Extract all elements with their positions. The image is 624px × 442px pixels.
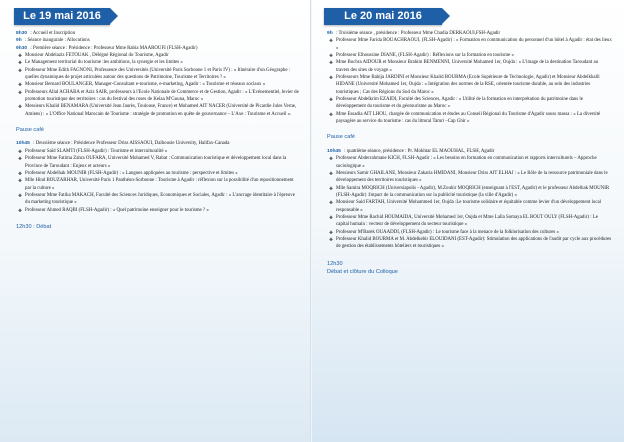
schedule-line [16,45,299,52]
talk-text: Mlle Samira MOQRICH (Universiapolis - Agadir), M.Zouhir MOQRICH (enseignant à l'EST, Agadir) et le professeur Abdelhak MOUNIR (FLSH-Agadir) :Impact de la communication sur la publicité touristique (la ville d'Agadir) » [336,185,610,198]
schedule-line [327,148,612,155]
page-day-2 [312,0,624,442]
talk-text: Mme Essadia AIT LHOU, chargée de communication et études au Conseil Régional du Tourisme d'Agadir souss massa : « La diversité paysagère au service du tourisme : cas du littoral Tamri –Cap Ghir » [336,111,601,125]
closing-text: Débat et clôture du Colloque [327,268,398,275]
diamond-bullet-icon: ❖ [329,53,334,59]
diamond-bullet-icon: ❖ [329,38,334,44]
talk-text: Professeur Saïd SLAMTI (FLSH-Agadir) : Tourisme et interculturalité » [25,148,168,154]
date-banner-day-1: Le 19 mai 2016 [14,8,110,25]
talk-item [16,155,299,170]
diamond-bullet-icon: ❖ [18,178,23,184]
talk-text: Professeur Abderrahmane KICH, FLSH-Agadir : « Les besoins en formation en communication et rapports interculturels – Approche sociologique » [336,156,597,169]
schedule-text: : Séance inaugurale : Allocutions [24,38,90,44]
talk-item [327,236,612,251]
talk-text: Messieurs Khalid BENAMARA (Université Jean Jaurès, Toulouse, France) et Mohamed AIT NACER (Université de Picardie Jules Verne, Amiens) : « L'Office National Marocain de Tourisme : stratégie de promotion en quête de gouvernance – L'Axe : Tourisme et Accueil ». [25,104,297,117]
diamond-bullet-icon: ❖ [329,236,334,242]
talk-text: Professeur Abdelhak MOUNIR (FLSH-Agadir) : « Langues appliquées au tourisme : perspective et limites » [25,170,238,176]
schedule-text: : quatrième séance, présidence : Pr. Mokhtar EL MAOUHAL, FLSH, Agadir [344,148,495,154]
talk-text: Professeur M'Barek OUAADDI, (FLSH-Agadir) : Le tourisme face à la menace de la folklorisation des cultures » [336,229,559,235]
talk-item [16,148,299,155]
time-label: 10h45 [16,141,30,147]
talk-item [327,111,612,126]
diamond-bullet-icon: ❖ [329,200,334,206]
schedule-text: : Accueil et Inscription [30,31,76,36]
diamond-bullet-icon: ❖ [329,214,334,220]
schedule-line [16,140,299,147]
diamond-bullet-icon: ❖ [18,170,23,176]
diamond-bullet-icon: ❖ [329,185,334,191]
talk-item [16,67,299,82]
schedule-text: : Troisième séance , présidence : Professeur Mme Chadia DERKAOUI,FSH-Agadir [335,31,501,36]
talk-text: Professeur Mme Fatiha MAKACH, Faculté des Sciences Juridiques, Economiques et Sociales, Agadir : « L'ancrage identitaire à l'épreuve du marketing touristique » [25,192,295,206]
talk-item [16,52,299,59]
talk-item [16,207,299,214]
date-banner-day-2: Le 20 mai 2016 [324,8,442,25]
closing-time: 12h30 [327,260,343,267]
diamond-bullet-icon: ❖ [18,207,23,213]
talk-text: Professeurs Mme Bahija JARDINI et Monsieur Khalid BOURMA (Ecole Supérieure de Technologie, Agadir) et Monsieur Abdelkhalil HIDANE (Université Mohamed 1er, Oujda : « Intégration des normes de la RSE, orientée tourisme durable, au sein des industries touristiques ; Cas des Régions du Sud du Maroc » [336,75,600,95]
time-label: 9h30 [16,45,28,51]
schedule-line [16,30,299,37]
diamond-bullet-icon: ❖ [329,156,334,162]
schedule-line [16,37,299,44]
coffee-break-label: Pause café [16,127,44,134]
talk-text: Monsieur Bernard BOULANGER, Manager-Consultant e-tourisme, e-marketing, Agadir : « Tourisme et réseaux sociaux » [25,82,266,88]
talk-item [16,89,299,104]
talk-text: Professeur Elhoussine DIANE, (FLSH-Agadir) : Réflexions sur la formation en tourisme » [336,53,514,59]
talk-item [327,185,612,200]
diamond-bullet-icon: ❖ [18,67,23,73]
debate-line [16,223,299,231]
talk-text: Professeur Khalid BOURMA et M. Abdelkebir ELOUIDANI (EST-Agadir): Stimulation des applications de l'audit par cycle aux procédures de gestion des établissements hôteliers et touristiques » [336,236,612,250]
time-label: 8h30 [16,31,28,36]
talk-item [327,96,612,111]
talk-item [327,170,612,185]
schedule-line [327,30,612,37]
talk-item [16,59,299,66]
schedule-text: : Débat [33,223,52,230]
talk-item [327,199,612,214]
time-label: 9h [16,38,22,44]
talk-item [327,37,612,52]
coffee-break-label: Pause café [327,134,355,141]
diamond-bullet-icon: ❖ [18,156,23,162]
time-label: 9h [327,31,333,36]
time-label: 12h30 [16,223,32,230]
diamond-bullet-icon: ❖ [329,60,334,66]
talk-item [327,59,612,74]
diamond-bullet-icon: ❖ [329,97,334,103]
talk-item [16,192,299,207]
talk-text: Monsieur Said FARTAH, Université Mohammed 1er, Oujda :Le tourisme solidaire et équitable comme levier d'un développement local responsable » [336,200,602,213]
talk-item [327,229,612,236]
schedule-text: : Première séance : Présidence : Professeur Mme Rabia MAAROUFI (FLSH-Agadir) [30,45,198,51]
diamond-bullet-icon: ❖ [329,111,334,117]
diamond-bullet-icon: ❖ [329,229,334,235]
talk-item [327,74,612,96]
talk-text: Mlle Hind BOUZARHAR, Université Paris 1 Panthéon-Sorbonne : Tourisme à Agadir : réflexion sur la possibilité d'un repositionnement par la culture » [25,178,294,191]
diamond-bullet-icon: ❖ [18,104,23,110]
diamond-bullet-icon: ❖ [329,170,334,176]
talk-text: Professeur Mme Edith FAGNONI, Professeure des Universités (Université Paris Sorbonne 1 et Paris IV) : « Itinéraire d'un Géographe : quelles dynamiques de projet articulées autour des questions de Patrimoine, Tourisme et Territoires ? » [25,67,291,81]
talk-item [327,52,612,59]
schedule-text: : Deuxième séance : Présidence Professeur Driss AISSAOUI, Dalhousie University, Halifax-Canada [33,141,230,147]
talk-text: Messieurs Samir GHAILANE, Monsieur Zakaria HMIDANI, Monsieur Driss AIT ELHAJ : « Le Rôle de la ressource patrimoniale dans le développement des territoires touristiques » [336,170,608,184]
program-day-2 [327,30,612,276]
talk-text: Professeur Mme Fatima Zahra OUFARA, Université Mohamed V, Rabat : Communication touristique et développement local dans la Province de Taroudant : Enjeux et acteurs » [25,156,287,169]
diamond-bullet-icon: ❖ [18,89,23,95]
talk-text: Le Management territorial du tourisme :les ambitions, la synergie et les limites » [25,60,183,66]
talk-item [327,214,612,229]
talk-text: Professeur Abdelkrim EZAIDI, Faculté des Sciences, Agadir : « Utilité de la formation en interprétation du patrimoine dans le développement du tourisme et du géotourisme au Maroc » [336,97,583,110]
talk-text: Professeur Mme Farida BOUACHRAOUI, (FLSH-Agadir) : « Formation en communication du personnel d'un hôtel à Agadir : état des lieux » [336,38,612,51]
time-label: 10h45 [327,148,341,154]
talk-item [327,155,612,170]
talk-text: Professeur Mme Rachid HOUMAIDA, Université Mohamed 1er, Oujda et Mme Lalla Somaya EL BOUT OULY (FLSH-Agadir) : Le capital humain : vecteur de développement du secteur touristique » [336,214,598,228]
talk-item [16,103,299,118]
diamond-bullet-icon: ❖ [18,60,23,66]
talk-item [16,177,299,192]
talk-text: Mme Bochra AIDOUR et Monsieur Brahim BENMENNI, Université Mohamed 1er, Oujda : « L'image de la destination Taroudant au travers des sites de voyage » [336,60,599,73]
talk-item [16,170,299,177]
talk-text: Professeurs Allal ACHABA et Aziz SAIR, professeurs à l'Ecole Nationale de Commerce et de Gestion, Agadir : « L'Evénementiel, levier de promotion touristique des territoires : cas du festival des roses de Kelaa M'Gouna, Maroc » [25,89,299,103]
diamond-bullet-icon: ❖ [18,192,23,198]
diamond-bullet-icon: ❖ [329,75,334,81]
talk-text: Monsieur Abdelaziz FETOUAK , Délégué Régional du Tourisme, Agadir [25,53,169,59]
talk-text: Professeur Ahmed RAQBI (FLSH-Agadir) : « Quel patrimoine enseigner pour le tourisme ? » [25,207,209,213]
diamond-bullet-icon: ❖ [18,148,23,154]
talk-item [16,81,299,88]
diamond-bullet-icon: ❖ [18,53,23,59]
program-day-1 [16,30,299,231]
diamond-bullet-icon: ❖ [18,82,23,88]
